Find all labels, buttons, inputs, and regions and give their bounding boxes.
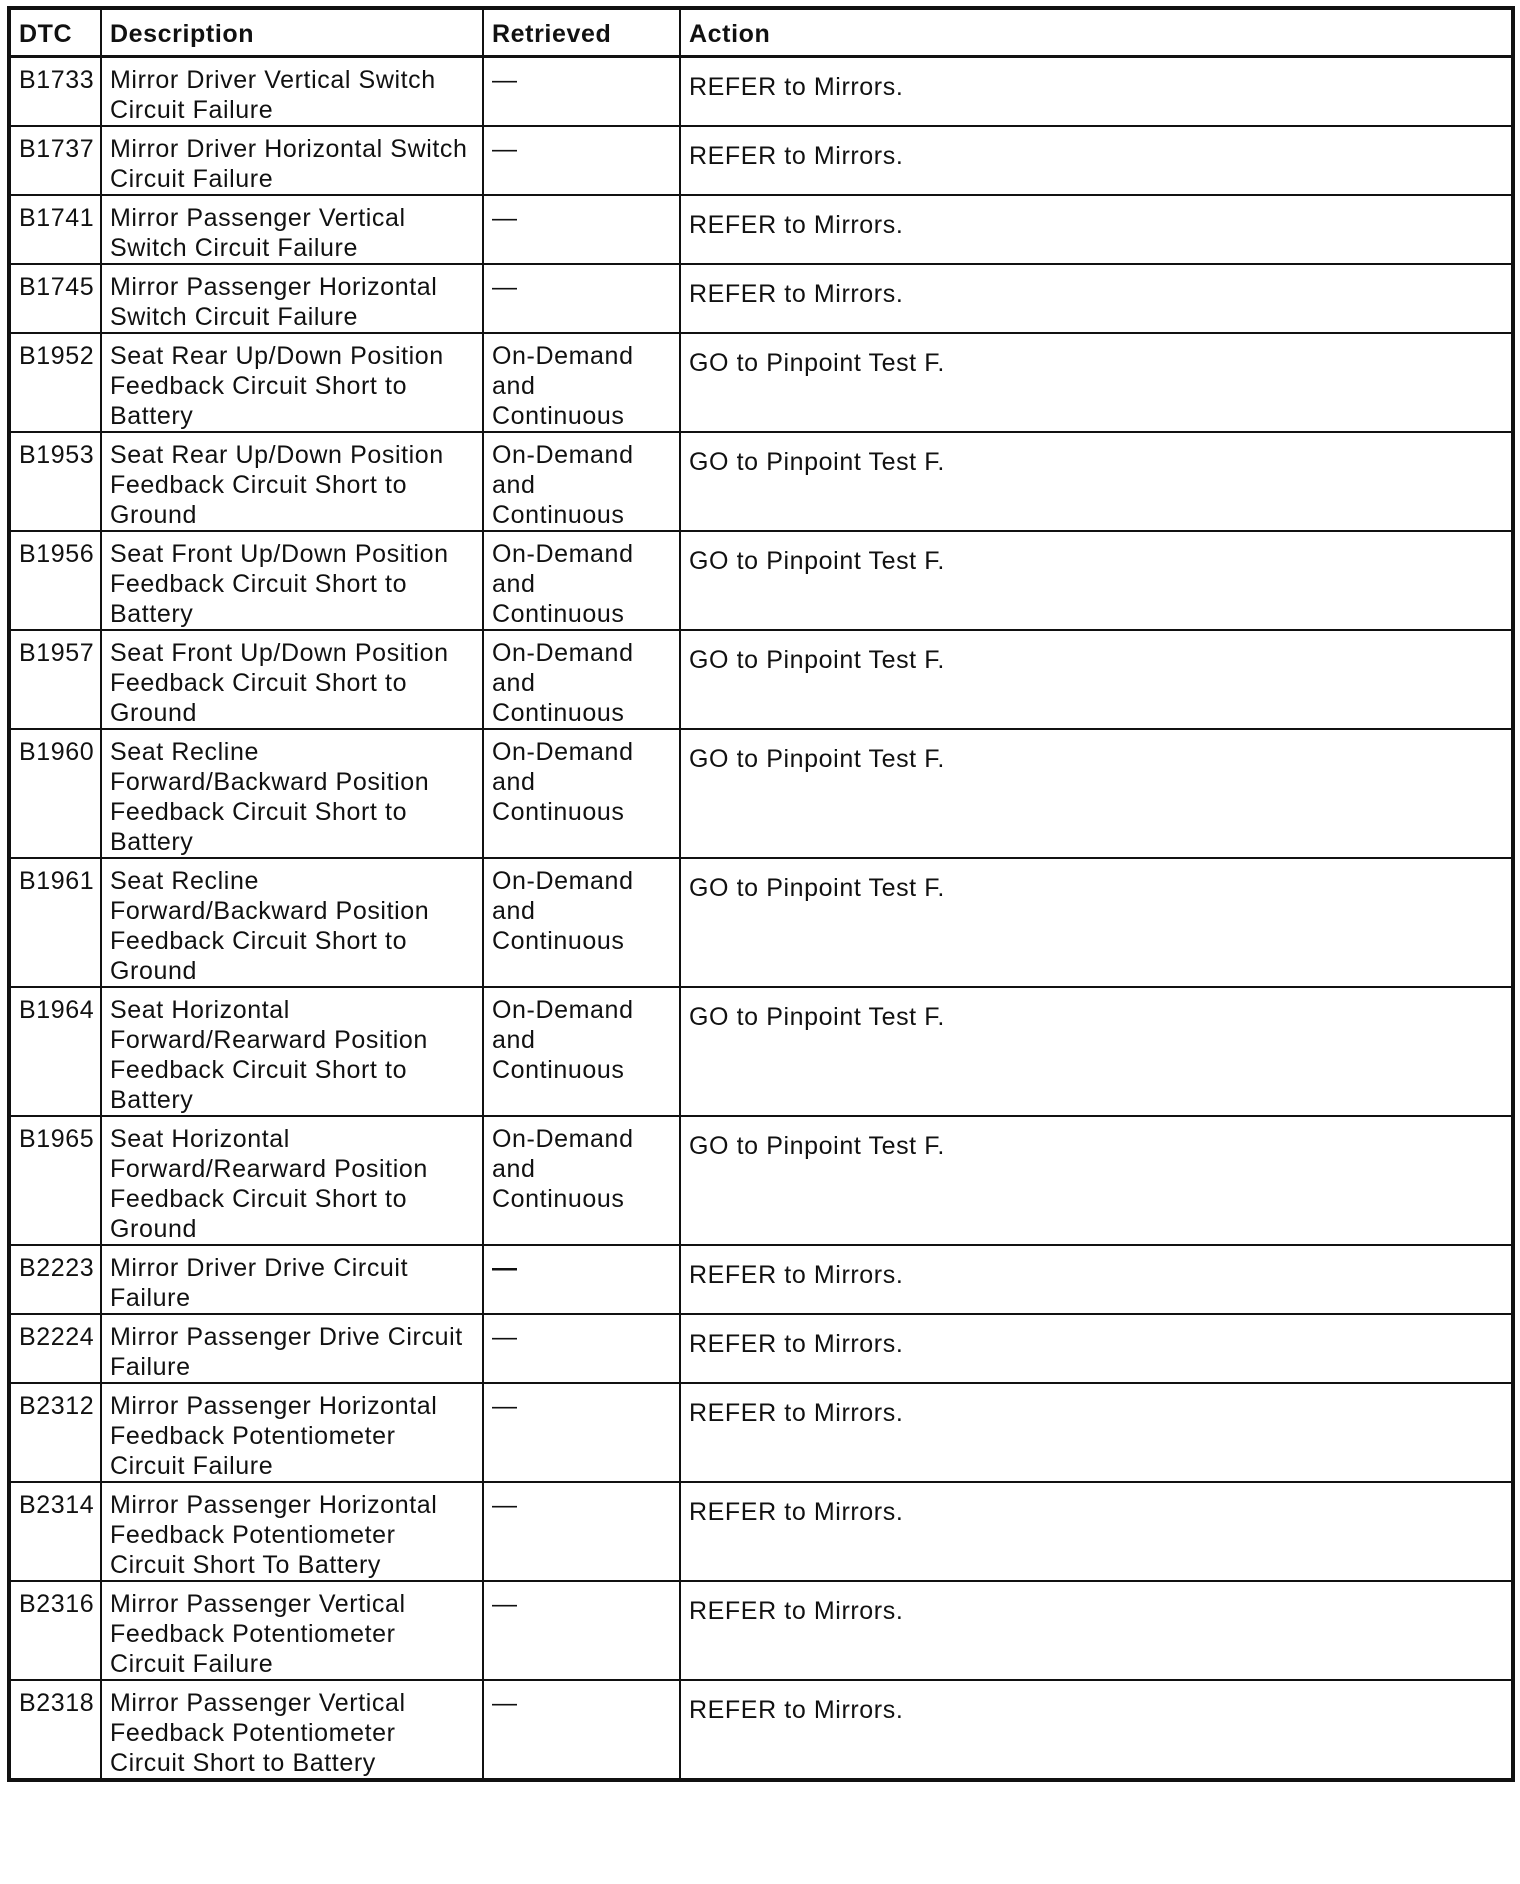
cell-retrieved: On-Demand and Continuous — [483, 630, 680, 729]
cell-dtc: B1953 — [9, 432, 101, 531]
table-row — [9, 987, 1513, 1116]
cell-retrieved: On-Demand and Continuous — [483, 1116, 680, 1245]
header-row — [9, 8, 1513, 56]
cell-retrieved: — — [483, 1245, 680, 1314]
cell-action: REFER to Mirrors. — [680, 1581, 1513, 1680]
cell-retrieved: — — [483, 1314, 680, 1383]
cell-retrieved: On-Demand and Continuous — [483, 531, 680, 630]
cell-dtc: B1952 — [9, 333, 101, 432]
table-row — [9, 56, 1513, 126]
cell-dtc: B1733 — [9, 56, 101, 126]
table-row — [9, 1482, 1513, 1581]
cell-dtc: B1741 — [9, 195, 101, 264]
cell-description: Seat Rear Up/Down Position Feedback Circuit Short to Ground — [101, 432, 483, 531]
header-description: Description — [101, 8, 483, 56]
cell-description: Mirror Passenger Vertical Switch Circuit Failure — [101, 195, 483, 264]
cell-action: GO to Pinpoint Test F. — [680, 858, 1513, 987]
cell-dtc: B1956 — [9, 531, 101, 630]
table-row — [9, 432, 1513, 531]
cell-dtc: B1960 — [9, 729, 101, 858]
cell-description: Mirror Passenger Horizontal Feedback Potentiometer Circuit Failure — [101, 1383, 483, 1482]
table-row — [9, 333, 1513, 432]
cell-dtc: B2312 — [9, 1383, 101, 1482]
cell-action: REFER to Mirrors. — [680, 1680, 1513, 1780]
cell-action: REFER to Mirrors. — [680, 195, 1513, 264]
cell-action: REFER to Mirrors. — [680, 126, 1513, 195]
header-dtc: DTC — [9, 8, 101, 56]
cell-dtc: B1964 — [9, 987, 101, 1116]
table-row — [9, 264, 1513, 333]
cell-dtc: B1957 — [9, 630, 101, 729]
table-row — [9, 858, 1513, 987]
table-row — [9, 195, 1513, 264]
cell-action: REFER to Mirrors. — [680, 1314, 1513, 1383]
cell-action: REFER to Mirrors. — [680, 1482, 1513, 1581]
cell-description: Mirror Passenger Horizontal Feedback Potentiometer Circuit Short To Battery — [101, 1482, 483, 1581]
table-header — [9, 8, 1513, 56]
table-row — [9, 1245, 1513, 1314]
cell-action: GO to Pinpoint Test F. — [680, 531, 1513, 630]
cell-retrieved: — — [483, 1680, 680, 1780]
cell-retrieved: — — [483, 1581, 680, 1680]
cell-dtc: B2316 — [9, 1581, 101, 1680]
cell-description: Seat Recline Forward/Backward Position Feedback Circuit Short to Battery — [101, 729, 483, 858]
cell-dtc: B1961 — [9, 858, 101, 987]
cell-description: Mirror Passenger Vertical Feedback Potentiometer Circuit Failure — [101, 1581, 483, 1680]
cell-action: REFER to Mirrors. — [680, 1245, 1513, 1314]
table-row — [9, 1383, 1513, 1482]
cell-retrieved: — — [483, 56, 680, 126]
cell-dtc: B1745 — [9, 264, 101, 333]
cell-retrieved: On-Demand and Continuous — [483, 858, 680, 987]
table-row — [9, 1680, 1513, 1780]
cell-retrieved: On-Demand and Continuous — [483, 432, 680, 531]
cell-action: GO to Pinpoint Test F. — [680, 333, 1513, 432]
cell-dtc: B1737 — [9, 126, 101, 195]
cell-action: GO to Pinpoint Test F. — [680, 432, 1513, 531]
cell-action: REFER to Mirrors. — [680, 264, 1513, 333]
table-row — [9, 1581, 1513, 1680]
table-row — [9, 531, 1513, 630]
cell-retrieved: — — [483, 1383, 680, 1482]
cell-dtc: B1965 — [9, 1116, 101, 1245]
header-action: Action — [680, 8, 1513, 56]
cell-action: GO to Pinpoint Test F. — [680, 987, 1513, 1116]
cell-retrieved: On-Demand and Continuous — [483, 333, 680, 432]
cell-action: GO to Pinpoint Test F. — [680, 630, 1513, 729]
cell-description: Seat Horizontal Forward/Rearward Position Feedback Circuit Short to Ground — [101, 1116, 483, 1245]
cell-action: GO to Pinpoint Test F. — [680, 1116, 1513, 1245]
table-row — [9, 729, 1513, 858]
cell-retrieved: — — [483, 126, 680, 195]
cell-dtc: B2314 — [9, 1482, 101, 1581]
cell-retrieved: — — [483, 1482, 680, 1581]
cell-description: Mirror Driver Horizontal Switch Circuit Failure — [101, 126, 483, 195]
cell-dtc: B2224 — [9, 1314, 101, 1383]
cell-description: Seat Front Up/Down Position Feedback Circuit Short to Battery — [101, 531, 483, 630]
table-row — [9, 1314, 1513, 1383]
cell-dtc: B2223 — [9, 1245, 101, 1314]
cell-action: GO to Pinpoint Test F. — [680, 729, 1513, 858]
table-row — [9, 1116, 1513, 1245]
header-retrieved: Retrieved — [483, 8, 680, 56]
cell-action: REFER to Mirrors. — [680, 56, 1513, 126]
cell-retrieved: — — [483, 195, 680, 264]
cell-retrieved: On-Demand and Continuous — [483, 729, 680, 858]
table-body — [9, 56, 1513, 1780]
cell-description: Seat Horizontal Forward/Rearward Position Feedback Circuit Short to Battery — [101, 987, 483, 1116]
cell-dtc: B2318 — [9, 1680, 101, 1780]
cell-description: Seat Rear Up/Down Position Feedback Circuit Short to Battery — [101, 333, 483, 432]
cell-description: Mirror Passenger Horizontal Switch Circuit Failure — [101, 264, 483, 333]
cell-description: Mirror Passenger Drive Circuit Failure — [101, 1314, 483, 1383]
cell-description: Mirror Passenger Vertical Feedback Potentiometer Circuit Short to Battery — [101, 1680, 483, 1780]
cell-description: Seat Recline Forward/Backward Position Feedback Circuit Short to Ground — [101, 858, 483, 987]
table-row — [9, 630, 1513, 729]
dtc-table — [7, 6, 1515, 1782]
cell-retrieved: On-Demand and Continuous — [483, 987, 680, 1116]
cell-description: Mirror Driver Vertical Switch Circuit Failure — [101, 56, 483, 126]
cell-action: REFER to Mirrors. — [680, 1383, 1513, 1482]
cell-description: Mirror Driver Drive Circuit Failure — [101, 1245, 483, 1314]
cell-description: Seat Front Up/Down Position Feedback Circuit Short to Ground — [101, 630, 483, 729]
table-row — [9, 126, 1513, 195]
cell-retrieved: — — [483, 264, 680, 333]
